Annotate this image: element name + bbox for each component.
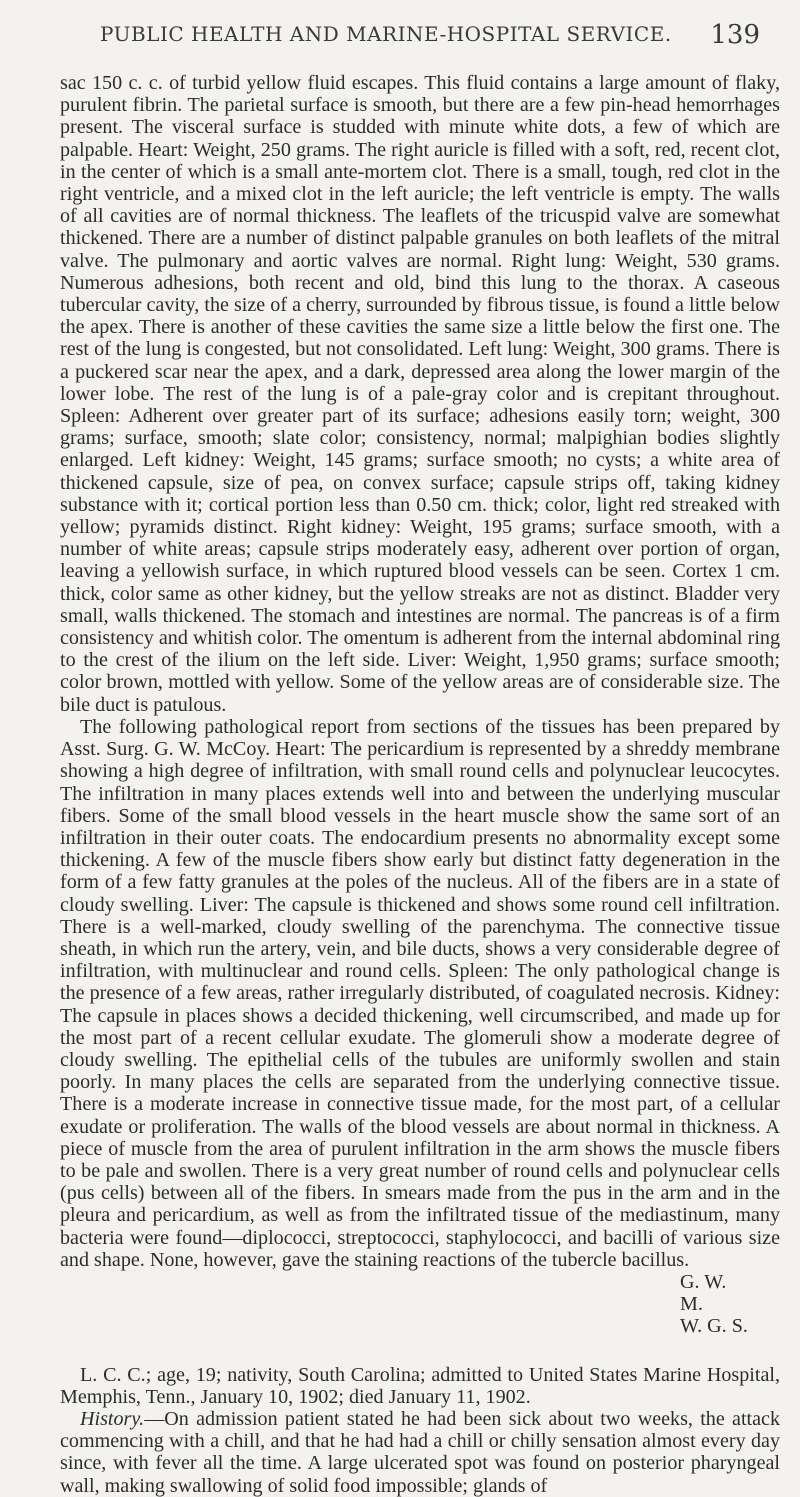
signature-initials-1: G. W. M.	[680, 1270, 727, 1316]
body-text	[60, 72, 780, 1497]
history-text: —On admission patient stated he had been sick about two weeks, the attack commencing with a chill, and that he had had a chill or chilly sensation almost every day since, with fever all the time. A large ulcerated spot was found on posterior pharyngeal wall, making swallowing of solid food impossible; glands of	[60, 1407, 780, 1497]
page-header	[60, 22, 760, 50]
paragraph-pathological-report: The following pathological report from sections of the tissues has been prepared by Asst. Surg. G. W. McCoy. Heart: The pericardium is represented by a shreddy membrane showing a high degree of infiltration, with small round cells and polynuclear leucocytes. The infiltration in many places extends well into and between the underlying muscular fibers. Some of the small blood vessels in the heart muscle show the same sort of an infiltration in their outer coats. The endocardium presents no abnormality except some thickening. A few of the muscle fibers show early but distinct fatty degeneration in the form of a few fatty granules at the poles of the nucleus. All of the fibers are in a state of cloudy swelling. Liver: The capsule is thickened and shows some round cell infiltration. There is a well-marked, cloudy swelling of the parenchyma. The connective tissue sheath, in which run the artery, vein, and bile ducts, shows a very considerable degree of infiltration, with multinuclear and round cells. Spleen: The only pathological change is the presence of a few areas, rather irregularly distributed, of coagulated necrosis. Kidney: The capsule in places shows a decided thickening, well circumscribed, and made up for the most part of a recent cellular exudate. The glomeruli show a moderate degree of cloudy swelling. The epithelial cells of the tubules are uniformly swollen and stain poorly. In many places the cells are separated from the underlying connective tissue. There is a moderate increase in connective tissue made, for the most part, of a cellular exudate or proliferation. The walls of the blood vessels are about normal in thickness. A piece of muscle from the area of purulent infiltration in the arm shows the muscle fibers to be pale and swollen. There is a very great number of round cells and polynuclear cells (pus cells) between all of the fibers. In smears made from the pus in the arm and in the pleura and pericardium, as well as from the infiltrated tissue of the mediastinum, many bacteria were found—diplococci, streptococci, staphylococci, and bacilli of various size and shape. None, however, gave the staining reactions of the tubercle bacillus.	[60, 715, 780, 1271]
paragraph-autopsy-findings: sac 150 c. c. of turbid yellow fluid escapes. This fluid contains a large amount of flaky, purulent fibrin. The parietal surface is smooth, but there are a few pin-head hemorrhages present. The visceral surface is studded with minute white dots, a few of which are palpable. Heart: Weight, 250 grams. The right auricle is filled with a soft, red, recent clot, in the center of which is a small ante-mortem clot. There is a small, tough, red clot in the right ventricle, and a mixed clot in the left auricle; the left ventricle is empty. The walls of all cavities are of normal thickness. The leaflets of the tricuspid valve are somewhat thickened. There are a number of distinct palpable granules on both leaflets of the mitral valve. The pulmonary and aortic valves are normal. Right lung: Weight, 530 grams. Numerous adhesions, both recent and old, bind this lung to the thorax. A caseous tubercular cavity, the size of a cherry, surrounded by fibrous tissue, is found a little below the apex. There is another of these cavities the same size a little below the first one. The rest of the lung is congested, but not consolidated. Left lung: Weight, 300 grams. There is a puckered scar near the apex, and a dark, depressed area along the lower margin of the lower lobe. The rest of the lung is of a pale-gray color and is crepitant throughout. Spleen: Adherent over greater part of its surface; adhesions easily torn; weight, 300 grams; surface, smooth; slate color; consistency, normal; malpighian bodies slightly enlarged. Left kidney: Weight, 145 grams; surface smooth; no cysts; a white area of thickened capsule, size of pea, on convex surface; capsule strips off, taking kidney substance with it; cortical portion less than 0.50 cm. thick; color, light red streaked with yellow; pyramids distinct. Right kidney: Weight, 195 grams; surface smooth, with a number of white areas; capsule strips moderately easy, adherent over portion of organ, leaving a yellowish surface, in which ruptured blood vessels can be seen. Cortex 1 cm. thick, color same as other kidney, but the yellow streaks are not as distinct. Bladder very small, walls thickened. The stomach and intestines are normal. The pancreas is of a firm consistency and whitish color. The omentum is adherent from the internal abdominal ring to the crest of the ilium on the left side. Liver: Weight, 1,950 grams; surface smooth; color brown, mottled with yellow. Some of the yellow areas are of considerable size. The bile duct is patulous.	[60, 72, 780, 716]
running-head: PUBLIC HEALTH AND MARINE-HOSPITAL SERVICE.	[100, 22, 672, 46]
page-number: 139	[710, 20, 760, 50]
section-gap	[60, 1338, 780, 1364]
signature-initials-2: W. G. S.	[680, 1315, 748, 1338]
signature-block	[60, 1271, 780, 1338]
paragraph-history	[60, 1408, 780, 1497]
paragraph-case-intro: L. C. C.; age, 19; nativity, South Carolina; admitted to United States Marine Hospital, Memphis, Tenn., January 10, 1902; died January 11, 1902.	[60, 1363, 780, 1408]
history-label: History.	[80, 1407, 145, 1430]
